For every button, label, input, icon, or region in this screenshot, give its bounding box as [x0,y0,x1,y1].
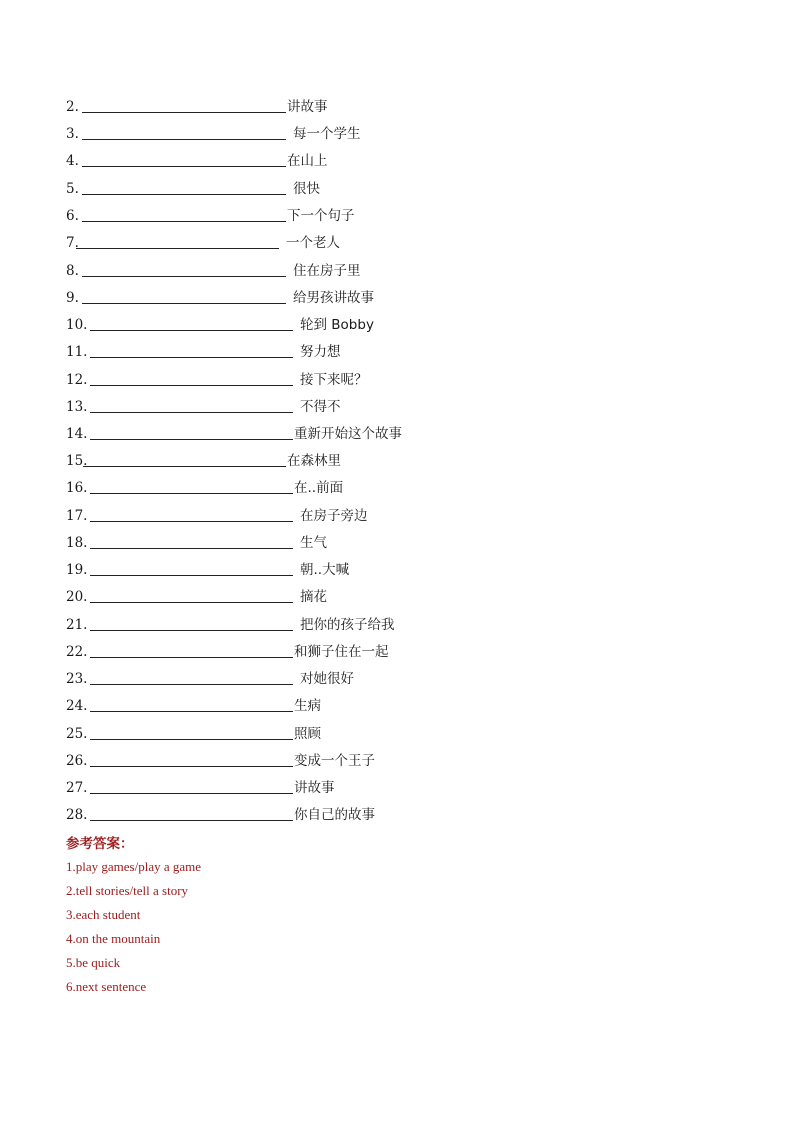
item-number: 27. [66,780,88,796]
answer-blank [82,207,286,222]
item-chinese-text: 你自己的故事 [294,807,375,823]
answer-blank [90,752,293,767]
item-chinese-text: 每一个学生 [293,126,361,142]
item-row [66,121,361,143]
item-row [66,394,341,416]
item-number: 3. [66,126,79,142]
answer-blank [82,180,286,195]
answer-line: 5.be quick [66,955,121,970]
item-chinese-text: 朝..大喊 [300,562,350,578]
item-chinese-text: 摘花 [300,589,327,605]
answer-blank [90,779,293,794]
answer-line: 4.on the mountain [66,931,161,946]
answer-blank [90,316,293,331]
item-chinese-text: 讲故事 [294,780,335,796]
answer-blank [90,725,293,740]
item-row [66,176,320,198]
item-number: 19. [66,562,88,578]
answer-blank [90,534,293,549]
item-row [66,475,343,497]
item-number: 22. [66,644,88,660]
item-row [66,612,395,634]
item-number: 9. [66,290,79,306]
answers-heading: 参考答案： [66,836,134,852]
answer-blank [90,616,293,631]
item-chinese-text: 照顾 [294,726,321,742]
item-row [66,258,361,280]
item-number: 26. [66,753,88,769]
item-number: 18. [66,535,88,551]
answer-blank [90,561,293,576]
item-number: 24. [66,698,88,714]
answer-blank [76,234,279,249]
item-row [66,557,349,579]
item-chinese-text: 在..前面 [294,480,344,496]
answer-line: 3.each student [66,907,141,922]
answer-blank [90,697,293,712]
answer-blank [82,125,286,140]
item-number: 8. [66,263,79,279]
item-number: 17. [66,508,88,524]
item-chinese-text: 变成一个王子 [294,753,375,769]
item-chinese-text: 很快 [293,181,320,197]
answer-blank [90,371,293,386]
answer-blank [90,588,293,603]
item-number: 21. [66,617,88,633]
item-number: 11. [66,344,88,360]
item-chinese-text: 一个老人 [286,235,340,251]
answer-blank [90,643,293,658]
item-row [66,503,368,525]
answer-blank [90,398,293,413]
item-row [66,203,355,225]
item-row [66,775,335,797]
item-row [66,721,321,743]
item-row [66,312,374,334]
item-number: 5. [66,181,79,197]
item-chinese-text: 讲故事 [287,99,328,115]
item-row [66,367,368,389]
item-row [66,666,354,688]
item-chinese-text: 住在房子里 [293,263,361,279]
item-number: 13. [66,399,88,415]
item-number: 2. [66,99,79,115]
answer-line: 2.tell stories/tell a story [66,883,189,898]
answer-blank [83,452,286,467]
item-chinese-text: 在房子旁边 [300,508,368,524]
item-row [66,421,402,443]
item-chinese-text: 不得不 [300,399,341,415]
item-number: 12. [66,372,88,388]
item-row [66,693,321,715]
item-row [66,639,389,661]
item-number: 15. [66,453,88,469]
item-chinese-text: 生气 [300,535,327,551]
item-row [66,448,341,470]
answer-line: 6.next sentence [66,979,147,994]
item-number: 4. [66,153,79,169]
item-chinese-text: 接下来呢？ [300,372,368,388]
item-number: 10. [66,317,88,333]
item-number: 25. [66,726,88,742]
item-row [66,584,327,606]
answer-line: 1.play games/play a game [66,859,202,874]
answer-blank [90,343,293,358]
item-row [66,94,328,116]
answer-blank [90,507,293,522]
answer-blank [90,806,293,821]
item-number: 28. [66,807,88,823]
item-chinese-text: 下一个句子 [287,208,355,224]
item-number: 14. [66,426,88,442]
item-chinese-text: 努力想 [300,344,341,360]
answer-blank [90,425,293,440]
item-chinese-text: 对她很好 [300,671,354,687]
item-row [66,148,328,170]
answer-blank [82,98,286,113]
item-row [66,339,341,361]
item-row [66,530,327,552]
item-number: 23. [66,671,88,687]
item-number: 7. [66,235,79,251]
item-chinese-text: 和狮子住在一起 [294,644,389,660]
item-row [66,802,375,824]
answer-blank [90,670,293,685]
item-chinese-text: 给男孩讲故事 [293,290,374,306]
item-number: 6. [66,208,79,224]
item-number: 20. [66,589,88,605]
item-chinese-text: 轮到 Bobby [300,317,374,333]
item-chinese-text: 重新开始这个故事 [294,426,402,442]
item-chinese-text: 在山上 [287,153,328,169]
item-row [66,285,374,307]
item-row [66,748,375,770]
item-chinese-text: 生病 [294,698,321,714]
answer-blank [90,479,293,494]
answer-blank [82,152,286,167]
item-chinese-text: 把你的孩子给我 [300,617,395,633]
item-number: 16. [66,480,88,496]
item-chinese-text: 在森林里 [287,453,341,469]
item-row [66,230,340,252]
answer-blank [82,262,286,277]
answer-blank [82,289,286,304]
